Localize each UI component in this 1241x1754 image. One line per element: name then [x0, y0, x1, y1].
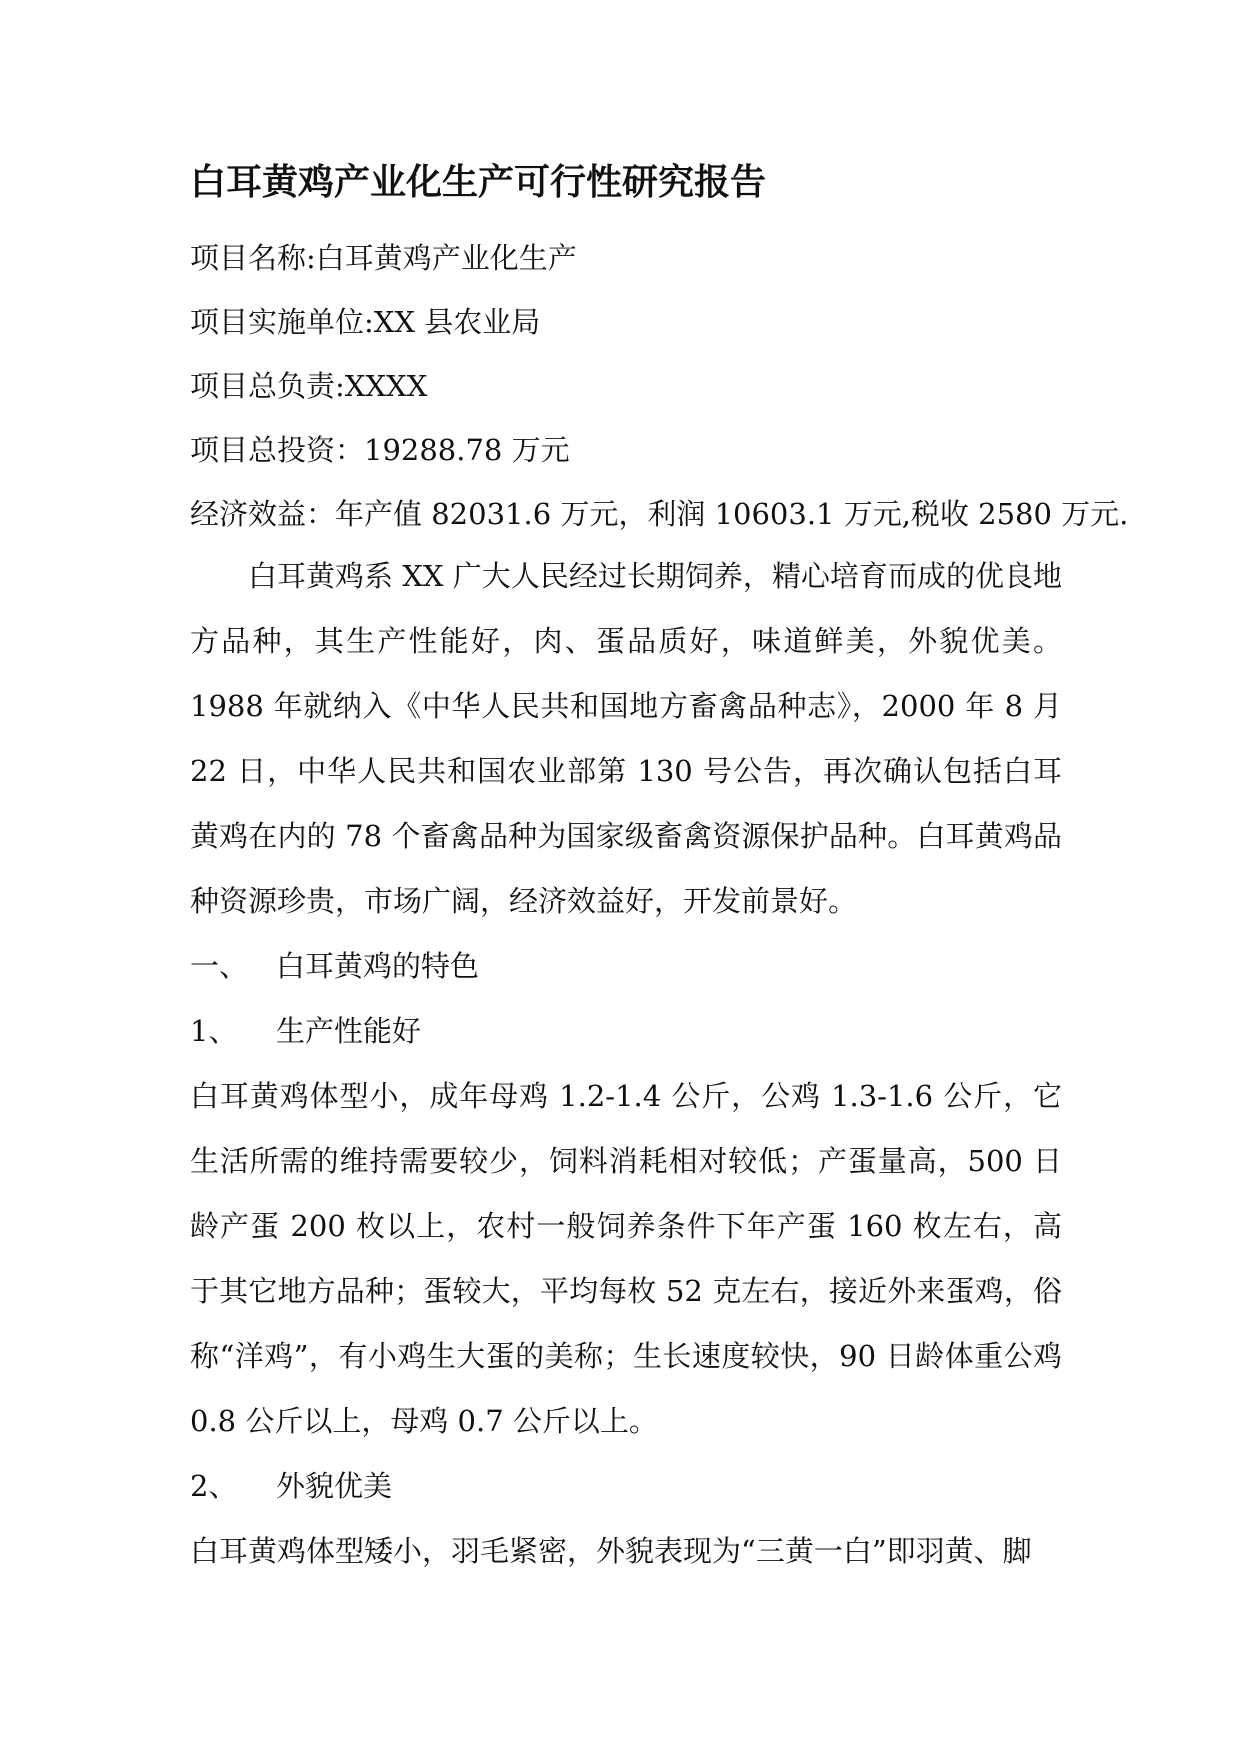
subsection-label: 生产性能好: [276, 1014, 422, 1048]
project-unit-line: 项目实施单位:XX 县农业局: [190, 305, 541, 339]
project-investment-line: 项目总投资：19288.78 万元: [190, 433, 570, 467]
subsection-heading-performance: [190, 999, 1062, 1064]
subsection-label: 外貌优美: [276, 1469, 393, 1503]
document-title: 白耳黄鸡产业化生产可行性研究报告: [190, 161, 767, 203]
section-heading-features: [190, 934, 1062, 999]
section-label: 白耳黄鸡的特色: [276, 949, 480, 983]
intro-paragraph: 白耳黄鸡系 XX 广大人民经过长期饲养，精心培育而成的优良地方品种，其生产性能好，肉、蛋品质好，味道鲜美，外貌优美。1988 年就纳入《中华人民共和国地方畜禽品种志》，2000 年 8 月 22 日，中华人民共和国农业部第 130 号公告，再次确认包括白耳黄鸡在内的 78 个畜禽品种为国家级畜禽资源保护品种。白耳黄鸡品种资源珍贵，市场广阔，经济效益好，开发前景好。: [190, 559, 1062, 918]
project-lead-line: 项目总负责:XXXX: [190, 369, 428, 403]
document-body: [190, 544, 1062, 1584]
subsection-number: 2、: [190, 1469, 238, 1503]
project-name-line: 项目名称:白耳黄鸡产业化生产: [190, 241, 577, 275]
section-number: 一、: [190, 949, 249, 983]
appearance-paragraph: 白耳黄鸡体型矮小，羽毛紧密，外貌表现为“三黄一白”即羽黄、脚: [190, 1534, 1032, 1568]
subsection-number: 1、: [190, 1014, 238, 1048]
project-benefit-line: 经济效益：年产值 82031.6 万元，利润 10603.1 万元,税收 2580 万元.: [190, 497, 1129, 531]
performance-paragraph: 白耳黄鸡体型小，成年母鸡 1.2-1.4 公斤，公鸡 1.3-1.6 公斤，它生活所需的维持需要较少，饲料消耗相对较低；产蛋量高，500 日龄产蛋 200 枚以上，农村一般饲养条件下年产蛋 160 枚左右，高于其它地方品种；蛋较大，平均每枚 52 克左右，接近外来蛋鸡，俗称“洋鸡”，有小鸡生大蛋的美称；生长速度较快，90 日龄体重公鸡 0.8 公斤以上，母鸡 0.7 公斤以上。: [190, 1079, 1062, 1438]
subsection-heading-appearance: [190, 1454, 1062, 1519]
project-info: [190, 226, 1129, 546]
